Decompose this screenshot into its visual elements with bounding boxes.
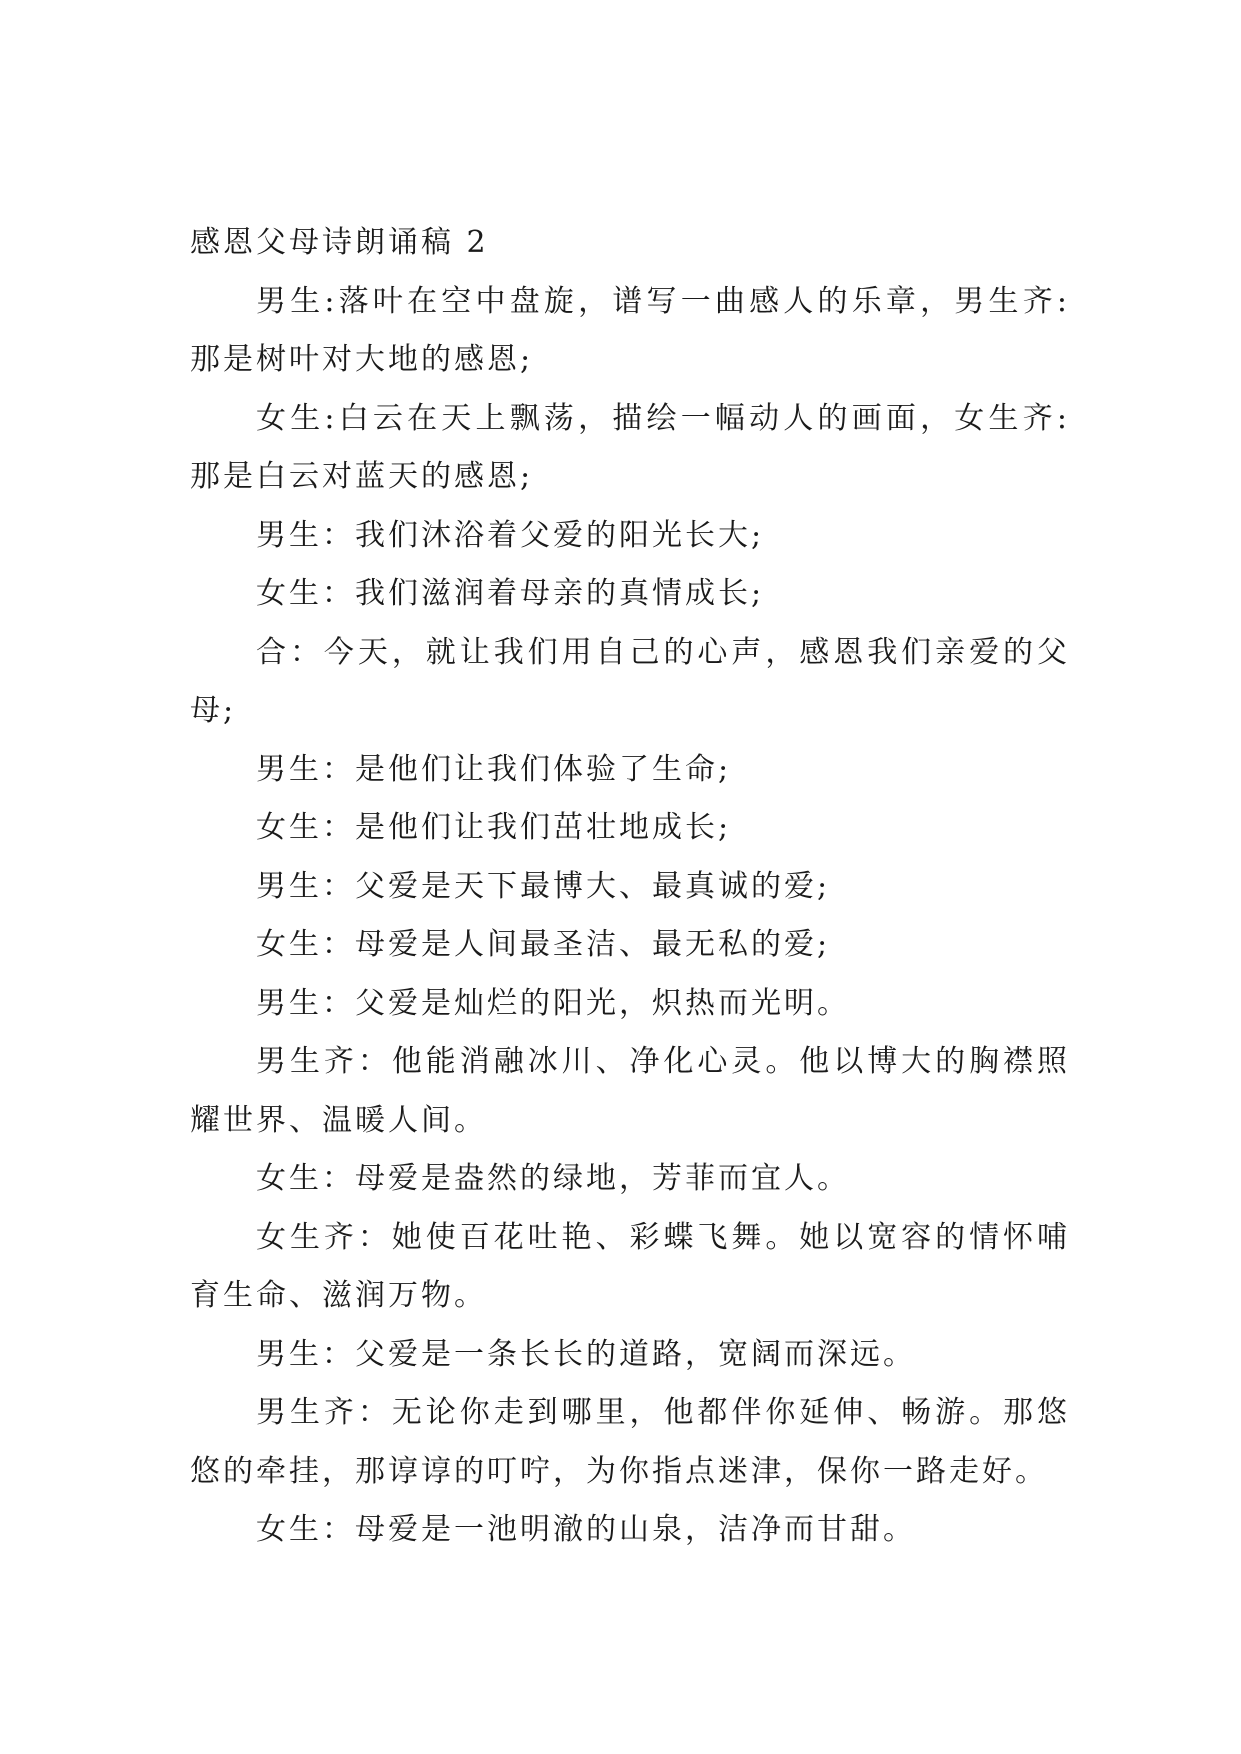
paragraph-3: 男生：我们沐浴着父爱的阳光长大; <box>256 517 765 553</box>
paragraph-4: 女生：我们滋润着母亲的真情成长; <box>256 576 765 611</box>
paragraph-6: 男生：是他们让我们体验了生命; <box>256 751 732 787</box>
paragraph-8: 男生：父爱是天下最博大、最真诚的爱; <box>256 868 831 904</box>
paragraph-15: 男生齐：无论你走到哪里，他都伴你延伸、畅游。那悠悠的牵挂，那谆谆的叮咛，为你指点迷津，保你一路走好。 <box>190 1395 1070 1489</box>
paragraph-11: 男生齐：他能消融冰川、净化心灵。他以博大的胸襟照耀世界、温暖人间。 <box>190 1044 1070 1138</box>
paragraph-10: 男生：父爱是灿烂的阳光，炽热而光明。 <box>256 985 850 1021</box>
paragraph-9: 女生：母爱是人间最圣洁、最无私的爱; <box>256 927 831 962</box>
paragraph-2: 女生:白云在天上飘荡，描绘一幅动人的画面，女生齐:那是白云对蓝天的感恩; <box>190 400 1070 494</box>
paragraph-5: 合：今天，就让我们用自己的心声，感恩我们亲爱的父母; <box>190 634 1070 728</box>
document-title: 感恩父母诗朗诵稿 2 <box>190 225 489 260</box>
paragraph-16: 女生：母爱是一池明澈的山泉，洁净而甘甜。 <box>256 1512 916 1547</box>
paragraph-13: 女生齐：她使百花吐艳、彩蝶飞舞。她以宽容的情怀哺育生命、滋润万物。 <box>190 1219 1070 1313</box>
document-body <box>190 214 1070 1560</box>
paragraph-14: 男生：父爱是一条长长的道路，宽阔而深远。 <box>256 1336 916 1372</box>
paragraph-1: 男生:落叶在空中盘旋，谱写一曲感人的乐章，男生齐:那是树叶对大地的感恩; <box>190 283 1070 377</box>
paragraph-7: 女生：是他们让我们茁壮地成长; <box>256 810 732 845</box>
paragraph-12: 女生：母爱是盎然的绿地，芳菲而宜人。 <box>256 1161 850 1196</box>
